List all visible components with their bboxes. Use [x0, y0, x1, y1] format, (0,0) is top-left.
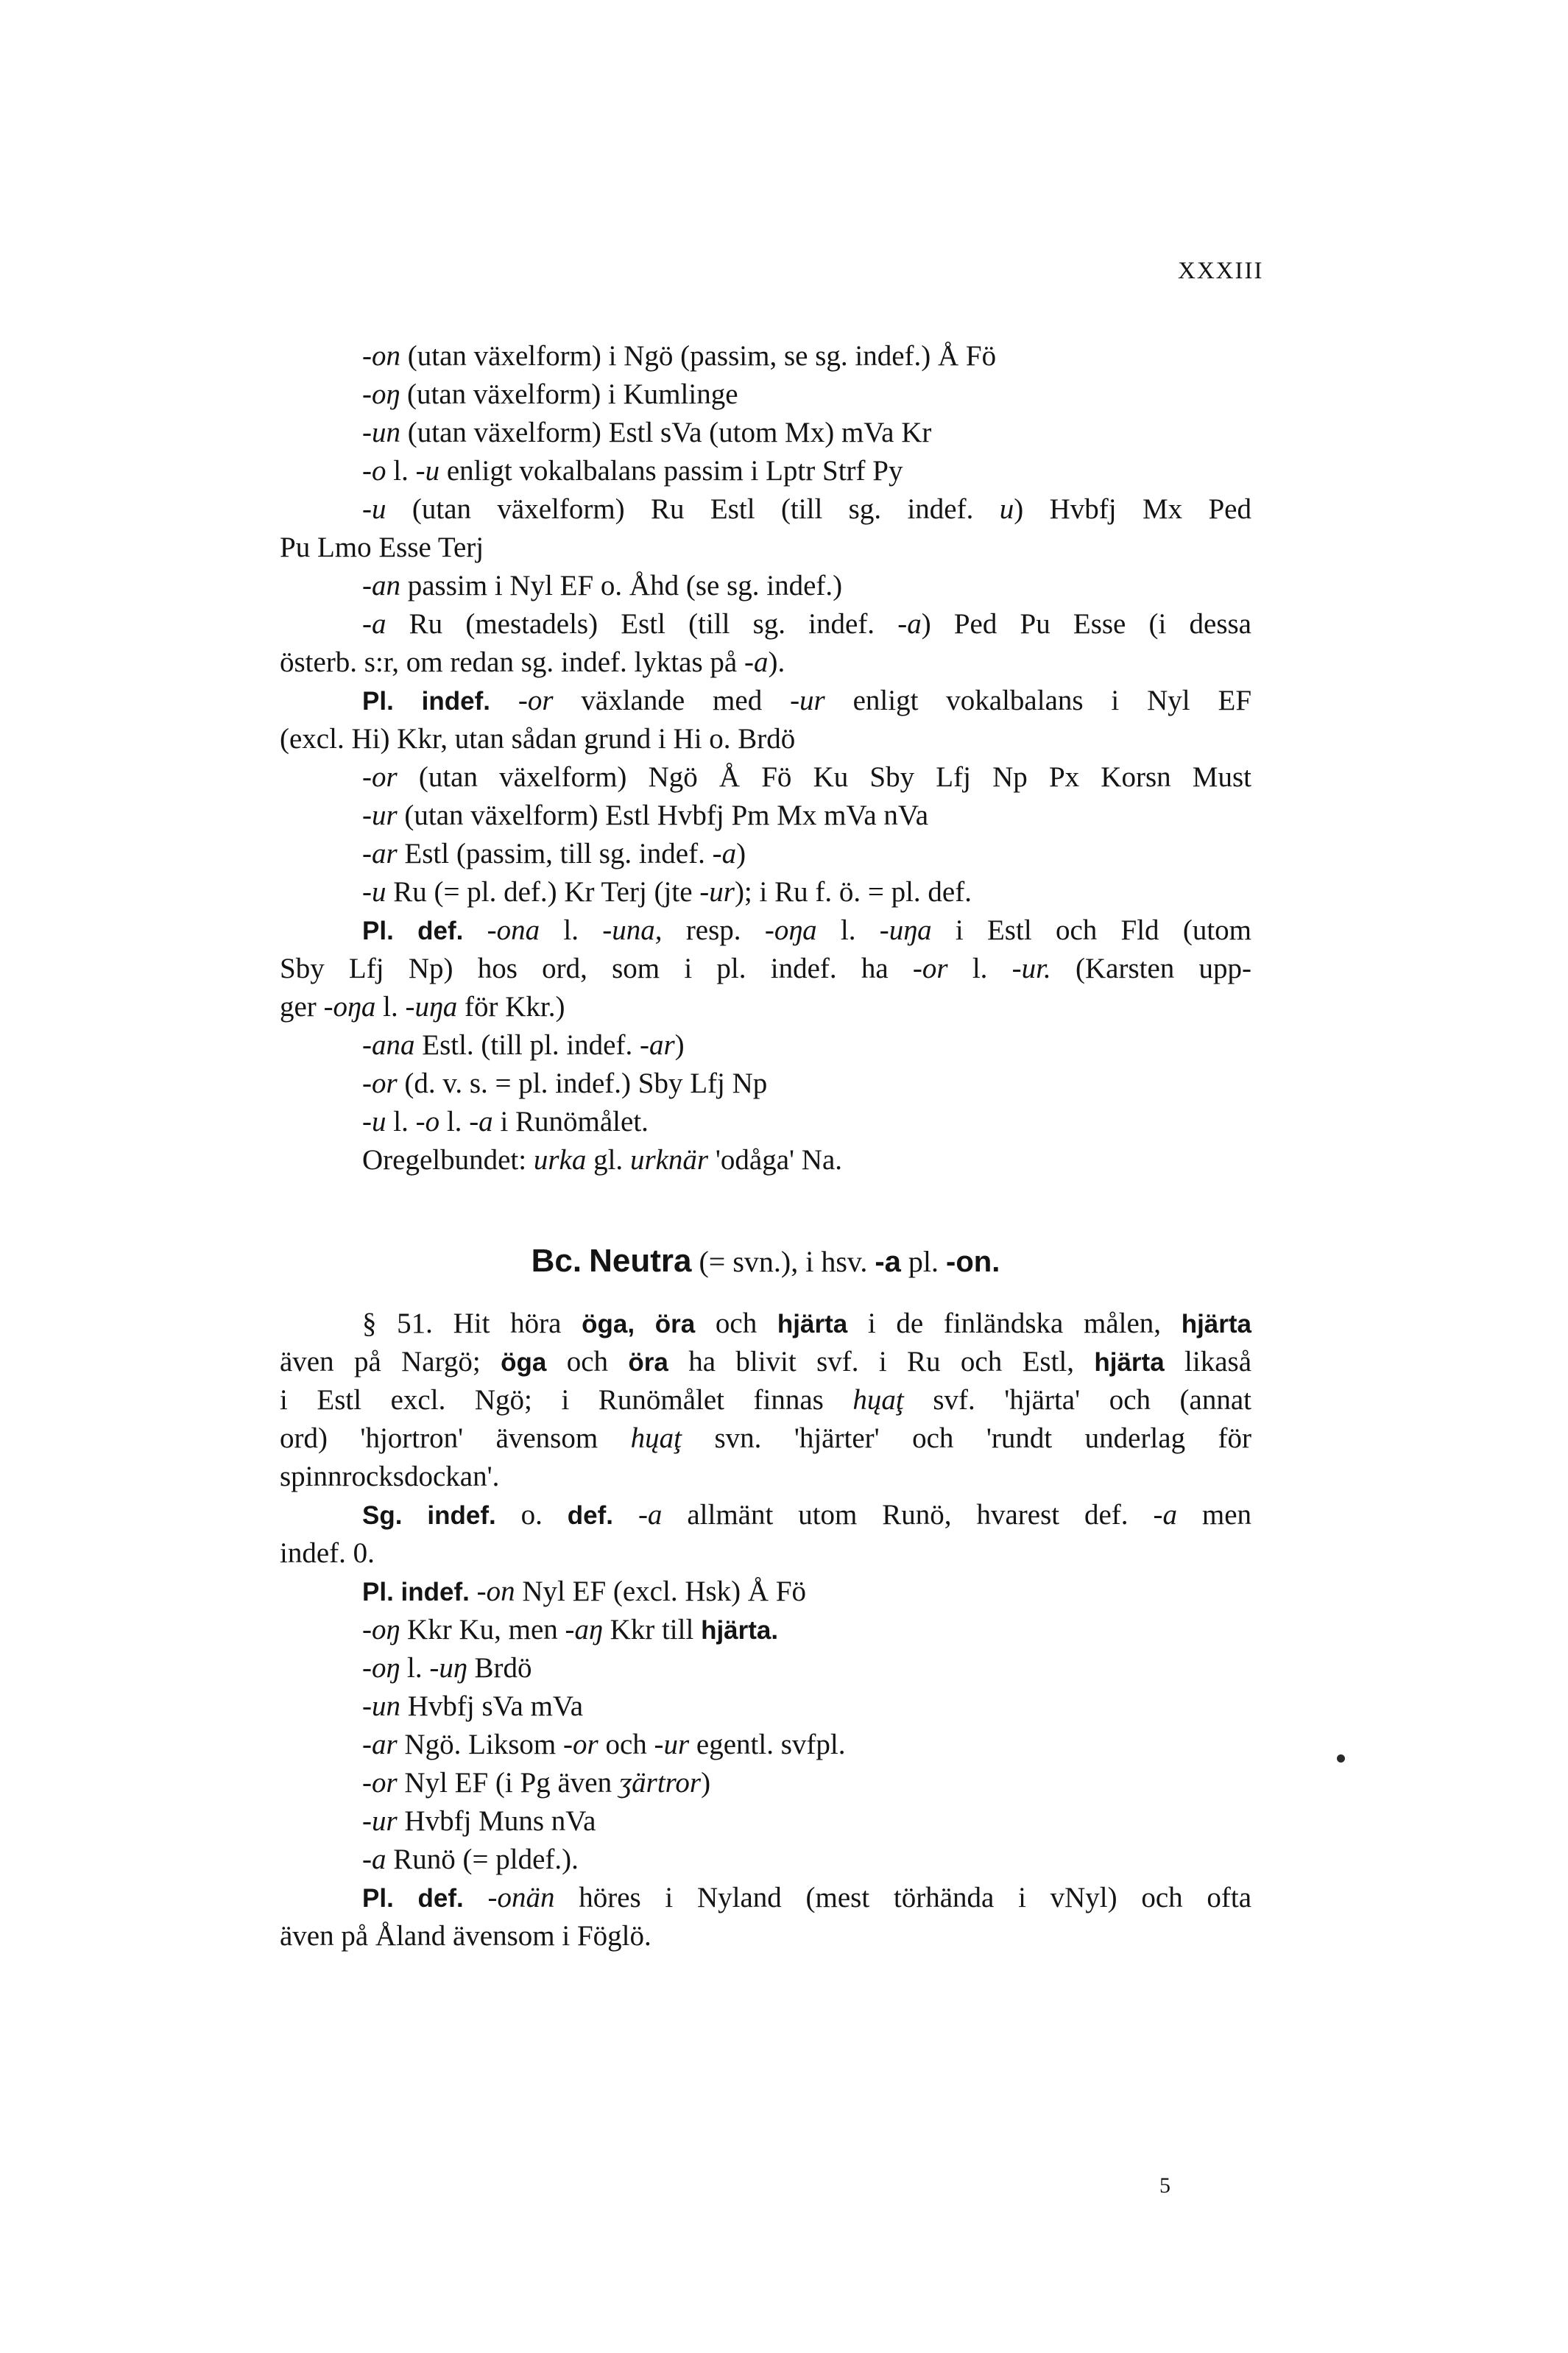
italic-form: -uŋa: [405, 991, 458, 1023]
italic-form: -o: [415, 1106, 440, 1137]
text-run: § 51. Hit höra: [362, 1308, 582, 1339]
text-line: [362, 1764, 710, 1802]
text-line: [362, 1611, 778, 1650]
text-run: ): [736, 838, 746, 869]
italic-form: -ur: [654, 1729, 690, 1760]
italic-form: -or: [563, 1729, 598, 1760]
text-run: Estl (passim, till sg. indef.: [397, 838, 713, 869]
text-run: ); i Ru f. ö. = pl. def.: [734, 876, 972, 908]
text-line: [362, 414, 931, 452]
italic-form: -u: [362, 1106, 386, 1137]
italic-form: -oŋ: [362, 378, 400, 410]
text-run: [463, 914, 487, 946]
bold-term: Pl.: [362, 1578, 394, 1606]
text-run: även på Nargö;: [280, 1346, 501, 1377]
text-run: indef. 0.: [280, 1537, 375, 1569]
italic-form: -u: [362, 876, 386, 908]
italic-form: -oŋa: [764, 914, 817, 946]
text-line: [362, 1687, 583, 1726]
text-run: allmänt utom Runö, hvarest def.: [662, 1499, 1154, 1531]
section-id: Bc.: [531, 1243, 582, 1279]
italic-form: -o: [362, 455, 386, 487]
text-run: Oregelbundet:: [362, 1144, 534, 1176]
text-line: [362, 337, 996, 375]
section-title: Neutra: [589, 1243, 692, 1279]
text-run: [402, 1499, 427, 1531]
text-run: men: [1176, 1499, 1252, 1531]
text-run: Estl. (till pl. indef.: [414, 1029, 640, 1061]
text-run: resp.: [662, 914, 765, 946]
italic-form: hųaţ: [630, 1422, 682, 1454]
italic-form: -uŋa: [879, 914, 932, 946]
text-run: även på Åland ävensom i Föglö.: [280, 1920, 651, 1952]
text-line: [280, 643, 785, 682]
page-number-roman: XXXIII: [1178, 258, 1264, 284]
text-run: Nyl EF (excl. Hsk) Å Fö: [515, 1576, 807, 1607]
text-line: [280, 1381, 1251, 1419]
italic-form: -a: [897, 608, 922, 640]
text-line: [362, 452, 903, 490]
text-line: [362, 1802, 596, 1841]
bold-term: öra: [654, 1310, 696, 1338]
italic-form: ʒärtror: [618, 1767, 702, 1799]
text-line: [280, 1534, 375, 1573]
italic-form: -oŋa: [323, 991, 376, 1023]
text-line: [362, 1103, 649, 1141]
text-run: [394, 1576, 401, 1607]
italic-form: -oŋ: [362, 1614, 400, 1645]
bold-term: def.: [417, 917, 464, 945]
text-line: [362, 797, 928, 835]
text-run: egentl. svfpl.: [689, 1729, 846, 1760]
italic-form: -or: [362, 1767, 398, 1799]
italic-form: -ur.: [1011, 953, 1051, 984]
text-line: [362, 1879, 1251, 1918]
italic-form: -onän: [487, 1882, 555, 1913]
italic-form: -ar: [639, 1029, 675, 1061]
text-run: ger: [280, 991, 324, 1023]
text-run: ).: [768, 646, 785, 678]
italic-form: -or: [518, 685, 554, 716]
italic-form: -oŋ: [362, 1652, 400, 1684]
text-run: Runö (= pldef.).: [386, 1844, 579, 1875]
text-run: l.: [386, 455, 416, 487]
bold-term: indef.: [400, 1578, 470, 1606]
section-heading: [280, 1243, 1251, 1280]
italic-form: -or: [362, 1068, 398, 1099]
text-run: l.: [439, 1106, 470, 1137]
text-line: [362, 375, 738, 414]
text-run: ha blivit svf. i Ru och Estl,: [668, 1346, 1095, 1377]
bold-term: öga,: [582, 1310, 635, 1338]
text-line: [362, 1496, 1251, 1535]
text-run: Sby Lfj Np) hos ord, som i pl. indef. ha: [280, 953, 913, 984]
italic-form: -or: [912, 953, 948, 984]
bold-term: Pl.: [362, 917, 394, 945]
text-run: ord) 'hjortron' ävensom: [280, 1422, 631, 1454]
text-run: [490, 685, 518, 716]
text-line: [362, 1726, 845, 1764]
italic-form: -ur: [699, 876, 735, 908]
text-run: [470, 1576, 477, 1607]
text-run: spinnrocksdockan'.: [280, 1461, 500, 1492]
italic-form: -a: [362, 1844, 386, 1875]
bold-term: hjärta: [1181, 1310, 1252, 1338]
italic-form: urka: [533, 1144, 587, 1176]
text-run: (utan växelform) i Kumlinge: [400, 378, 738, 410]
text-run: l.: [400, 1652, 430, 1684]
text-run: i Estl excl. Ngö; i Runömålet finnas: [280, 1384, 853, 1416]
italic-form: -ana: [362, 1029, 415, 1061]
text-line: [362, 1065, 767, 1103]
text-run: passim i Nyl EF o. Åhd (se sg. indef.): [400, 570, 843, 602]
text-run: gl.: [586, 1144, 630, 1176]
italic-form: -ar: [362, 838, 398, 869]
bold-term: hjärta: [777, 1310, 848, 1338]
text-run: (utan växelform) Estl Hvbfj Pm Mx mVa nVa: [397, 800, 929, 831]
text-line: [280, 950, 1251, 988]
section-heading-rest: (= svn.), i hsv.: [691, 1245, 875, 1278]
signature-mark: 5: [1159, 2173, 1172, 2198]
text-line: [362, 835, 746, 873]
text-run: [394, 685, 422, 716]
text-run: i de finländska målen,: [847, 1308, 1182, 1339]
bold-term: Pl.: [362, 687, 394, 716]
text-run: svn. 'hjärter' och 'rundt underlag för: [682, 1422, 1252, 1454]
italic-form: -ar: [362, 1729, 398, 1760]
text-run: l.: [947, 953, 1012, 984]
italic-form: -on: [476, 1576, 515, 1607]
italic-form: -u: [415, 455, 440, 487]
text-run: [394, 1882, 418, 1913]
text-run: och: [598, 1729, 654, 1760]
text-run: [464, 1882, 488, 1913]
text-line: [362, 758, 1251, 797]
italic-form: -a: [362, 608, 386, 640]
text-run: Kkr Ku, men: [400, 1614, 565, 1645]
text-run: höres i Nyland (mest törhända i vNyl) och ofta: [554, 1882, 1252, 1913]
italic-form: -uŋ: [429, 1652, 467, 1684]
text-line: [280, 529, 484, 567]
text-run: österb. s:r, om redan sg. indef. lyktas på: [280, 646, 744, 678]
text-run: ) Hvbfj Mx Ped: [1014, 493, 1251, 525]
bold-term: öga: [501, 1348, 547, 1377]
text-line: [362, 911, 1251, 950]
text-run: Ru (= pl. def.) Kr Terj (jte: [386, 876, 700, 908]
italic-form: -a: [638, 1499, 663, 1531]
italic-form: -ur: [362, 1805, 398, 1837]
bold-term: hjärta: [1094, 1348, 1165, 1377]
italic-form: -or: [362, 761, 398, 793]
text-run: (utan växelform) Ngö Å Fö Ku Sby Lfj Np Px Korsn Must: [397, 761, 1251, 793]
bold-term: öra: [628, 1348, 668, 1377]
text-run: och: [546, 1346, 629, 1377]
italic-form: -ona: [487, 914, 540, 946]
italic-form: -aŋ: [565, 1614, 603, 1645]
text-run: för Kkr.): [457, 991, 565, 1023]
text-line: [362, 1141, 842, 1179]
text-run: l.: [816, 914, 880, 946]
bold-term: Pl.: [362, 1884, 394, 1913]
text-run: l.: [386, 1106, 416, 1137]
text-run: Hvbfj sVa mVa: [400, 1690, 584, 1722]
italic-form: -ur: [790, 685, 825, 716]
text-run: Ngö. Liksom: [397, 1729, 564, 1760]
text-run: växlande med: [553, 685, 791, 716]
text-line: [280, 1419, 1251, 1458]
text-line: [280, 1917, 651, 1955]
italic-form: hųaţ: [852, 1384, 904, 1416]
text-line: [362, 567, 842, 605]
italic-form: -un: [362, 1690, 400, 1722]
bold-term: indef.: [421, 687, 490, 716]
italic-form: -ur: [362, 800, 398, 831]
text-line: [280, 1343, 1251, 1382]
italic-form: -u: [362, 493, 386, 525]
text-run: Hvbfj Muns nVa: [397, 1805, 596, 1837]
text-run: i Estl och Fld (utom: [931, 914, 1252, 946]
text-run: i Runömålet.: [492, 1106, 649, 1137]
text-run: (utan växelform) i Ngö (passim, se sg. indef.) Å Fö: [400, 340, 997, 372]
text-run: (excl. Hi) Kkr, utan sådan grund i Hi o. Brdö: [280, 723, 796, 755]
text-run: (utan växelform) Ru Estl (till sg. indef.: [386, 493, 1000, 525]
ink-speck: [1337, 1754, 1345, 1763]
text-run: l.: [540, 914, 603, 946]
text-line: [362, 1841, 579, 1879]
italic-form: urknär: [629, 1144, 709, 1176]
text-line: [280, 1458, 499, 1496]
bold-term: def.: [567, 1501, 614, 1530]
text-run: Ru (mestadels) Estl (till sg. indef.: [386, 608, 898, 640]
text-run: [613, 1499, 638, 1531]
text-run: ): [701, 1767, 711, 1799]
text-run: och: [695, 1308, 777, 1339]
italic-form: u: [999, 493, 1014, 525]
text-run: Kkr till: [602, 1614, 702, 1645]
text-run: (d. v. s. = pl. indef.) Sby Lfj Np: [397, 1068, 768, 1099]
italic-form: -an: [362, 570, 400, 602]
italic-form: -a: [469, 1106, 493, 1137]
italic-form: -on: [362, 340, 400, 372]
bold-term: indef.: [427, 1501, 496, 1530]
text-run: svf. 'hjärta' och (annat: [903, 1384, 1252, 1416]
text-line: [362, 682, 1251, 721]
text-run: [635, 1308, 655, 1339]
text-line: [362, 490, 1251, 529]
section-ending-pl: -on.: [946, 1246, 1000, 1278]
text-run: (Karsten upp-: [1050, 953, 1252, 984]
italic-form: -a: [712, 838, 737, 869]
text-line: [362, 873, 972, 911]
text-line: [362, 1573, 806, 1612]
text-run: ) Ped Pu Esse (i dessa: [921, 608, 1251, 640]
text-line: [280, 720, 795, 758]
text-run: ): [674, 1029, 685, 1061]
text-line: [362, 1649, 532, 1687]
text-run: Brdö: [467, 1652, 532, 1684]
text-run: 'odåga' Na.: [708, 1144, 843, 1176]
italic-form: -un: [362, 417, 400, 448]
italic-form: -a: [744, 646, 769, 678]
section-ending-sg: -a: [875, 1246, 901, 1278]
text-run: [394, 914, 417, 946]
text-run: (utan växelform) Estl sVa (utom Mx) mVa Kr: [400, 417, 932, 448]
text-run: Nyl EF (i Pg även: [397, 1767, 619, 1799]
bold-term: hjärta.: [701, 1616, 779, 1645]
text-line: [280, 988, 565, 1026]
text-run: likaså: [1164, 1346, 1251, 1377]
italic-form: -a: [1153, 1499, 1177, 1531]
section-pl-abbr: pl.: [900, 1245, 947, 1278]
text-line: [362, 605, 1251, 643]
text-run: l.: [375, 991, 406, 1023]
italic-form: -una,: [602, 914, 663, 946]
text-run: Pu Lmo Esse Terj: [280, 532, 484, 563]
text-run: enligt vokalbalans i Nyl EF: [824, 685, 1252, 716]
bold-term: def.: [417, 1884, 464, 1913]
text-line: [362, 1026, 685, 1065]
text-run: enligt vokalbalans passim i Lptr Strf Py: [439, 455, 903, 487]
text-line: [362, 1305, 1251, 1344]
text-run: o.: [495, 1499, 568, 1531]
bold-term: Sg.: [362, 1501, 403, 1530]
